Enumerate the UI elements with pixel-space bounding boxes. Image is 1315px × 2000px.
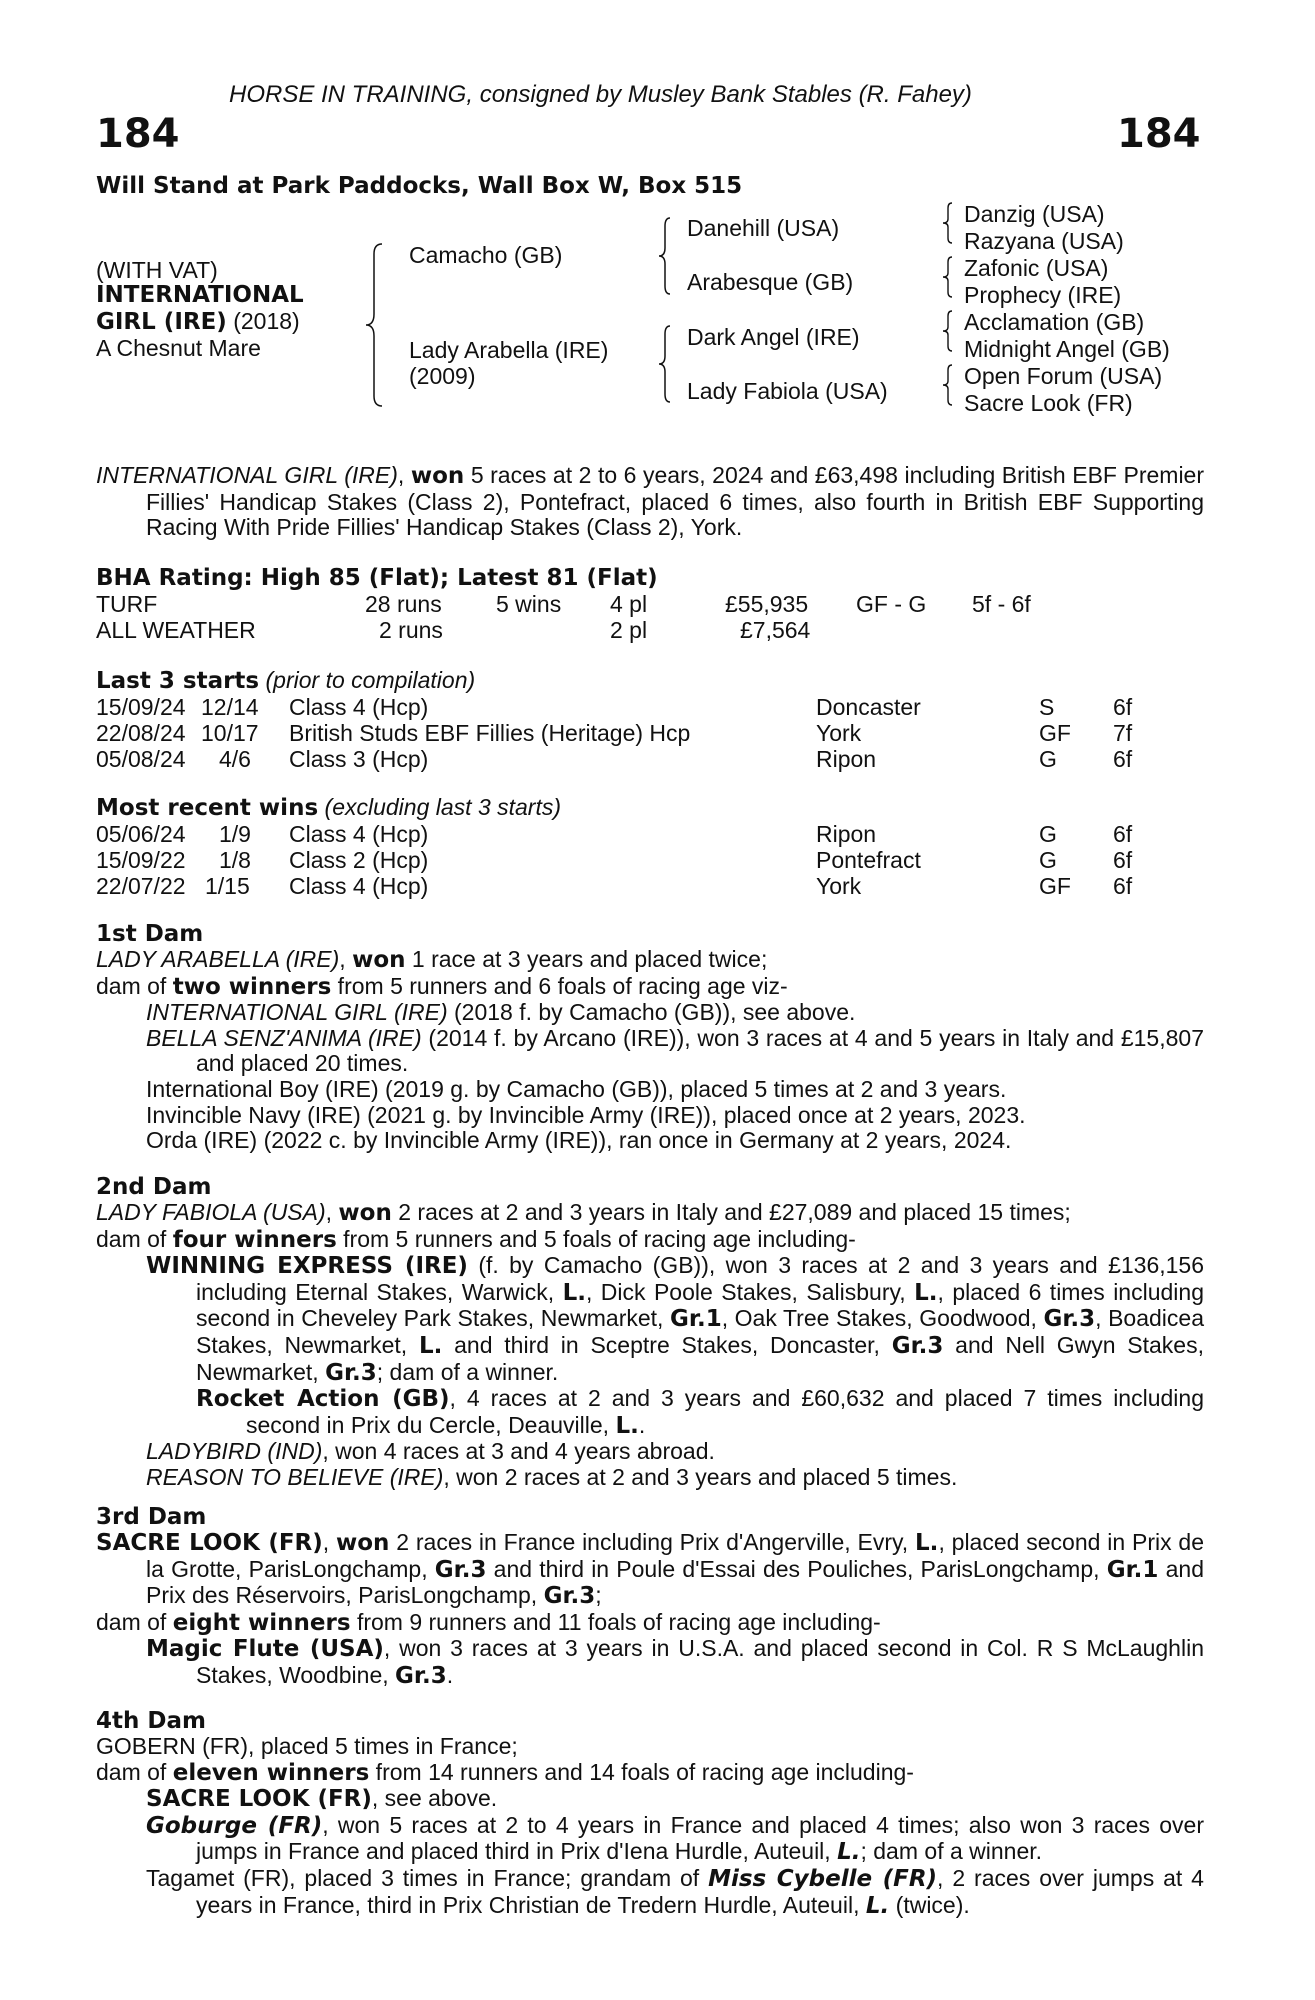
vat-note: (WITH VAT) (96, 257, 218, 283)
win-position: 1/8 (219, 847, 251, 873)
start-going: GF (1039, 720, 1071, 746)
pedigree-brace-g4 (940, 362, 956, 408)
fourth-dam-heading: 4th Dam (96, 1708, 206, 1734)
second-dam-heading: 2nd Dam (96, 1174, 212, 1200)
grandparent-1: Danzig (USA) (964, 201, 1105, 227)
win-course: York (816, 873, 862, 899)
start-date: 22/08/24 (96, 720, 186, 746)
horse-name-line1: INTERNATIONAL (96, 282, 304, 308)
last-3-starts-section: Last 3 starts (prior to compilation) 15/09/24 12/14 Class 4 (Hcp) Doncaster S 6f 22/08/24 10/17 British Studs EBF Fillies (Heritage) Hcp York GF 7f 05/08/24 4/6 Class 3 (Hcp) Ripon G 6f (96, 667, 1133, 772)
start-course: Doncaster (816, 694, 921, 720)
start-going: G (1039, 746, 1057, 772)
win-going: G (1039, 847, 1057, 873)
third-dam-section: 3rd Dam SACRE LOOK (FR), won 2 races in France including Prix d'Angerville, Evry, L., placed second in Prix de la Grotte, ParisLongchamp, Gr.3 and third in Poule d'Essai des Pouliches, ParisLongchamp, Gr.1 and Prix des Réservoirs, ParisLongchamp, Gr.3; dam of eight winners from 9 runners and 11 foals of racing age including- Magic Flute (USA), won 3 races at 3 years in U.S.A. and placed second in Col. R S McLaughlin Stakes, Woodbine, Gr.3. (96, 1504, 1204, 1689)
win-distance: 6f (1113, 873, 1133, 899)
fourth-dam-section: 4th Dam GOBERN (FR), placed 5 times in France; dam of eleven winners from 14 runners and 14 foals of racing age including- SACRE LOOK (FR), see above. Goburge (FR), won 5 races at 2 to 4 years in France and placed 4 times; also won 3 races over jumps in France and placed third in Prix d'Iena Hurdle, Auteuil, L.; dam of a winner. Tagamet (FR), placed 3 times in France; grandam of Miss Cybelle (FR), 2 races over jumps at 4 years in France, third in Prix Christian de Tredern Hurdle, Auteuil, L. (twice). (96, 1708, 1204, 1919)
win-date: 05/06/24 (96, 821, 186, 847)
rating-distance-turf: 5f - 6f (972, 591, 1031, 617)
win-position: 1/15 (205, 873, 250, 899)
start-distance: 6f (1113, 746, 1133, 772)
win-race: Class 4 (Hcp) (289, 873, 429, 899)
win-going: GF (1039, 873, 1071, 899)
win-distance: 6f (1113, 821, 1133, 847)
start-position: 10/17 (201, 720, 259, 746)
win-distance: 6f (1113, 847, 1133, 873)
win-course: Pontefract (816, 847, 921, 873)
rating-prize-aw: £7,564 (740, 617, 811, 643)
rating-surface-aw: ALL WEATHER (96, 617, 256, 643)
grandparent-6: Midnight Angel (GB) (964, 336, 1170, 362)
sire-sire: Danehill (USA) (687, 215, 840, 241)
rating-placed-turf: 4 pl (610, 591, 648, 617)
start-course: Ripon (816, 746, 877, 772)
rating-placed-aw: 2 pl (610, 617, 648, 643)
rating-prize-turf: £55,935 (725, 591, 809, 617)
grandparent-5: Acclamation (GB) (964, 309, 1145, 335)
dam-year: (2009) (409, 363, 476, 389)
grandparent-2: Razyana (USA) (964, 228, 1124, 254)
dam-sire: Dark Angel (IRE) (687, 324, 860, 350)
win-race: Class 2 (Hcp) (289, 847, 429, 873)
pedigree-brace-dam (656, 322, 674, 406)
sire-dam: Arabesque (GB) (687, 269, 854, 295)
bha-rating-heading: BHA Rating: High 85 (Flat); Latest 81 (Flat) (96, 565, 658, 591)
second-dam-section: 2nd Dam LADY FABIOLA (USA), won 2 races at 2 and 3 years in Italy and £27,089 and placed 15 times; dam of four winners from 5 runners and 5 foals of racing age including- WINNING EXPRESS (IRE) (f. by Camacho (GB)), won 3 races at 2 and 3 years and £136,156 including Eternal Stakes, Warwick, L., Dick Poole Stakes, Salisbury, L., placed 6 times including second in Cheveley Park Stakes, Newmarket, Gr.1, Oak Tree Stakes, Goodwood, Gr.3, Boadicea Stakes, Newmarket, L. and third in Sceptre Stakes, Doncaster, Gr.3 and Nell Gwyn Stakes, Newmarket, Gr.3; dam of a winner. Rocket Action (GB), 4 races at 2 and 3 years and £60,632 and placed 7 times including second in Prix du Cercle, Deauville, L.. LADYBIRD (IND), won 4 races at 3 and 4 years abroad. REASON TO BELIEVE (IRE), won 2 races at 2 and 3 years and placed 5 times. (96, 1174, 1204, 1490)
rating-runs-turf: 28 runs (365, 591, 442, 617)
win-going: G (1039, 821, 1057, 847)
stand-location: Will Stand at Park Paddocks, Wall Box W, Box 515 (96, 173, 743, 199)
win-race: Class 4 (Hcp) (289, 821, 429, 847)
start-race: Class 3 (Hcp) (289, 746, 429, 772)
start-race: Class 4 (Hcp) (289, 694, 429, 720)
third-dam-heading: 3rd Dam (96, 1504, 207, 1530)
dam-dam: Lady Fabiola (USA) (687, 378, 888, 404)
start-distance: 7f (1113, 720, 1133, 746)
horse-name-line2: GIRL (IRE) (2018) (96, 308, 300, 335)
grandparent-8: Sacre Look (FR) (964, 390, 1133, 416)
start-distance: 6f (1113, 694, 1133, 720)
win-position: 1/9 (219, 821, 251, 847)
start-date: 15/09/24 (96, 694, 186, 720)
horse-description: A Chesnut Mare (96, 335, 261, 361)
dam-name: Lady Arabella (IRE) (409, 337, 609, 363)
consignor-line: HORSE IN TRAINING, consigned by Musley Bank Stables (R. Fahey) (229, 81, 972, 108)
pedigree-brace-sire (656, 214, 674, 298)
pedigree-brace-g3 (940, 308, 956, 354)
pedigree-brace-g1 (940, 200, 956, 246)
bha-rating-section (96, 565, 1204, 643)
start-course: York (816, 720, 862, 746)
first-dam-section: 1st Dam LADY ARABELLA (IRE), won 1 race at 3 years and placed twice; dam of two winners from 5 runners and 6 foals of racing age viz- INTERNATIONAL GIRL (IRE) (2018 f. by Camacho (GB)), see above. BELLA SENZ'ANIMA (IRE) (2014 f. by Arcano (IRE)), won 3 races at 4 and 5 years in Italy and £15,807 and placed 20 times. International Boy (IRE) (2019 g. by Camacho (GB)), placed 5 times at 2 and 3 years. Invincible Navy (IRE) (2021 g. by Invincible Army (IRE)), placed once at 2 years, 2023. Orda (IRE) (2022 c. by Invincible Army (IRE)), ran once in Germany at 2 years, 2024. (96, 921, 1204, 1154)
rating-runs-aw: 2 runs (379, 617, 443, 643)
win-date: 22/07/22 (96, 873, 186, 899)
rating-going-turf: GF - G (856, 591, 927, 617)
grandparent-4: Prophecy (IRE) (964, 282, 1122, 308)
rating-surface-turf: TURF (96, 591, 158, 617)
start-date: 05/08/24 (96, 746, 186, 772)
recent-wins-section: Most recent wins (excluding last 3 starts) 05/06/24 1/9 Class 4 (Hcp) Ripon G 6f 15/09/22 1/8 Class 2 (Hcp) Pontefract G 6f 22/07/22 1/15 Class 4 (Hcp) York GF 6f (96, 794, 1133, 899)
start-position: 12/14 (201, 694, 259, 720)
win-course: Ripon (816, 821, 877, 847)
rating-wins-turf: 5 wins (496, 591, 562, 617)
start-race: British Studs EBF Fillies (Heritage) Hcp (289, 720, 691, 746)
lot-number-right: 184 (1117, 111, 1201, 157)
grandparent-3: Zafonic (USA) (964, 255, 1109, 281)
pedigree-brace-main (362, 240, 386, 410)
win-date: 15/09/22 (96, 847, 186, 873)
start-position: 4/6 (219, 746, 251, 772)
sire-name: Camacho (GB) (409, 242, 563, 268)
pedigree-brace-g2 (940, 254, 956, 300)
start-going: S (1039, 694, 1055, 720)
race-summary: INTERNATIONAL GIRL (IRE), won 5 races at 2 to 6 years, 2024 and £63,498 including British EBF Premier Fillies' Handicap Stakes (Class 2), Pontefract, placed 6 times, also fourth in British EBF Supporting Racing With Pride Fillies' Handicap Stakes (Class 2), York. (96, 462, 1205, 541)
grandparent-7: Open Forum (USA) (964, 363, 1163, 389)
lot-number-left: 184 (96, 111, 180, 157)
first-dam-heading: 1st Dam (96, 921, 204, 947)
